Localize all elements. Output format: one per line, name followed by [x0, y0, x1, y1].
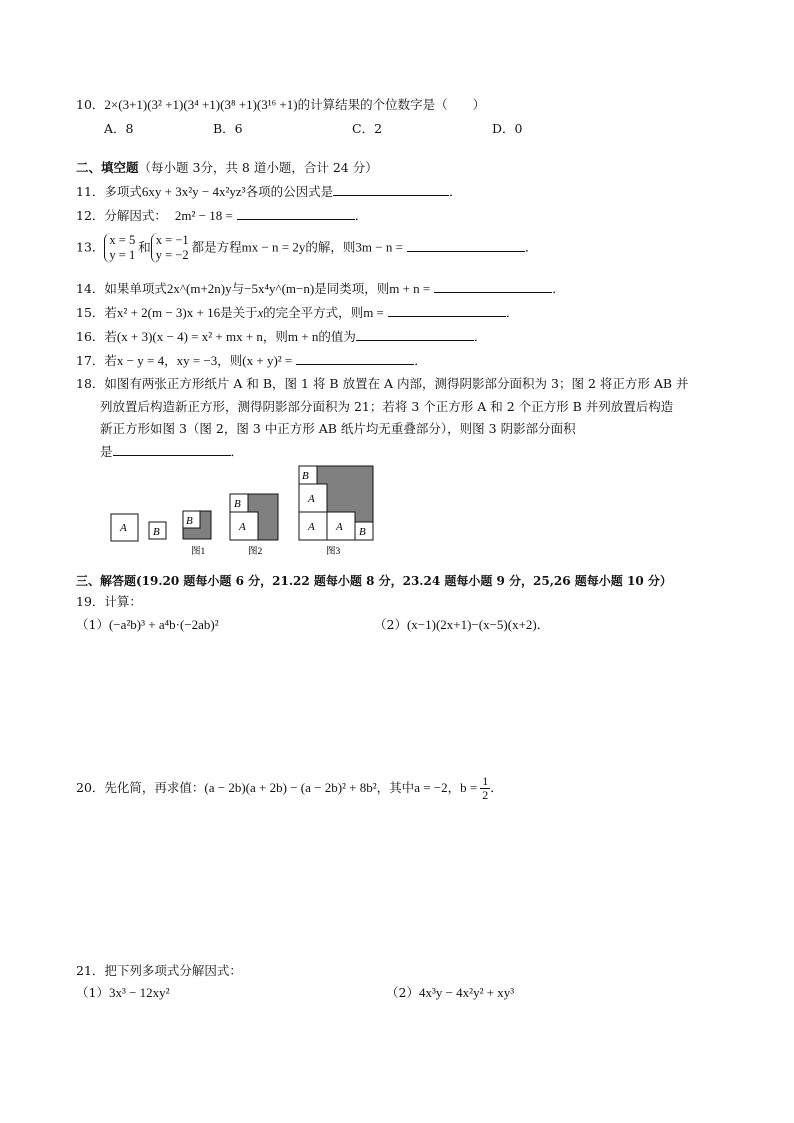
q13-mid: 都是方程 — [191, 239, 242, 255]
q16-post: ，则 — [262, 329, 288, 344]
q14-mid: 与 — [231, 281, 245, 296]
q15 — [76, 304, 518, 321]
q12 — [76, 207, 367, 224]
q20-condition-a: a = −2 — [414, 780, 448, 795]
q15-post: 的完全平方式，则 — [263, 305, 364, 320]
q19-end: ． — [536, 617, 550, 632]
q13-post: 的解，则 — [305, 239, 356, 255]
q21-part1 — [76, 985, 170, 1001]
q12-expression: 2m² − 18 = — [174, 208, 233, 223]
q17 — [76, 352, 427, 369]
q13-number: 13． — [76, 239, 105, 255]
section2-title: 二、填空题 — [76, 160, 139, 175]
q17-answer-blank[interactable] — [296, 352, 414, 365]
q14-post: 是同类项，则 — [314, 281, 390, 296]
fig3-b-top-label: B — [302, 470, 309, 482]
q15-mid: 是关于 — [220, 305, 258, 320]
q19-part1-label: （1） — [76, 617, 109, 632]
q18-line3: 新正方形如图 3（图 2，图 3 中正方形 AB 纸片均无重叠部分），则图 3 阴影部分面积 — [100, 421, 576, 436]
q18-line4 — [100, 443, 243, 460]
q13-end: ． — [524, 239, 538, 255]
q11-end: ． — [449, 184, 462, 199]
q17-condition1: x − y = 4 — [116, 353, 165, 368]
q10-option-d[interactable]: D．0 — [492, 121, 523, 136]
fig3-caption: 图3 — [326, 547, 341, 557]
q18-line2: 列放置后构造新正方形，测得阴影部分面积为 21；若将 3 个正方形 A 和 2 个正方形 B 并列放置后构造 — [100, 399, 674, 414]
q12-pre: 分解因式： — [104, 208, 167, 223]
q11-number: 11． — [76, 184, 105, 199]
q11-post: 各项的公因式是 — [245, 184, 334, 199]
q16-number: 16． — [76, 329, 105, 344]
q18-end: ． — [230, 444, 244, 459]
q16-pre: 若 — [104, 329, 117, 344]
q21-part2-expression: 4x³y − 4x²y² + xy³ — [418, 985, 515, 1000]
q18-line1 — [76, 376, 689, 392]
q14-end: ． — [552, 281, 565, 296]
q16-expression: (x + 3)(x − 4) = x² + mx + n — [116, 329, 263, 344]
fig1-b-label: B — [186, 515, 193, 527]
q14-term1: 2x^(m+2n)y — [166, 281, 232, 296]
q13-ask: 3m − n = — [355, 239, 403, 255]
fig-square-a-label: A — [120, 522, 127, 534]
q20-sep: ， — [447, 780, 461, 795]
fig3-b-bottom-label: B — [359, 526, 366, 538]
q11 — [76, 183, 462, 200]
section3-title: 三、解答题(19.20 题每小题 6 分，21.22 题每小题 8 分，23.24 题每小题 9 分，25,26 题每小题 10 分） — [76, 574, 672, 588]
q11-expression: 6xy + 3x²y − 4x²yz³ — [141, 184, 246, 199]
q19-part1-expression: (−a²b)³ + a⁴b·(−2ab)² — [108, 617, 219, 632]
q21-number: 21． — [76, 963, 105, 978]
q20-post: ，其中 — [376, 780, 415, 795]
q19-part2 — [374, 617, 549, 633]
q10-option-a[interactable]: A．8 — [104, 121, 134, 136]
q14-number: 14． — [76, 281, 105, 296]
q20-number: 20． — [76, 780, 105, 795]
q17-sep: ， — [164, 353, 177, 368]
q17-ask: (x + y)² = — [242, 353, 293, 368]
q14-answer-blank[interactable] — [434, 280, 552, 293]
q17-end: ． — [414, 353, 427, 368]
q14-term2: −5x⁴y^(m−n) — [244, 281, 315, 296]
q15-expression: x² + 2(m − 3)x + 16 — [116, 305, 221, 320]
q19 — [76, 594, 142, 610]
q16-post2: 的值为 — [318, 329, 356, 344]
fig3-a-bm-label: A — [336, 521, 343, 533]
q12-number: 12． — [76, 208, 105, 223]
q15-end: ． — [505, 305, 519, 320]
q13 — [76, 233, 537, 263]
q16 — [76, 328, 486, 345]
q20-end: ． — [490, 780, 503, 795]
q20-expression: (a − 2b)(a + 2b) − (a − 2b)² + 8b² — [204, 780, 377, 795]
q16-ask: m + n — [287, 329, 319, 344]
fig1-caption: 图1 — [191, 547, 206, 557]
q15-pre: 若 — [104, 305, 117, 320]
q16-answer-blank[interactable] — [356, 328, 474, 341]
q12-answer-blank[interactable] — [237, 207, 355, 220]
q15-ask: m = — [363, 305, 384, 320]
q19-part2-label: （2） — [374, 617, 407, 632]
q10-expression: 2×(3+1)(3² +1)(3⁴ +1)(3⁸ +1)(3¹⁶ +1) — [104, 97, 298, 112]
section2-note: （每小题 3分，共 8 道小题，合计 24 分） — [138, 160, 378, 175]
fig-square-b-label: B — [153, 526, 160, 538]
q13-answer-blank[interactable] — [407, 239, 525, 252]
q11-pre: 多项式 — [104, 184, 142, 199]
q20-condition-b: b = — [460, 780, 478, 795]
q14-ask: m + n = — [389, 281, 431, 296]
q20-fraction-denominator: 2 — [482, 788, 489, 802]
q19-number: 19． — [76, 594, 105, 609]
q19-text: 计算： — [104, 594, 142, 609]
q13-equation: mx − n = 2y — [241, 239, 306, 255]
q19-part2-expression: (x−1)(2x+1)−(x−5)(x+2) — [406, 617, 537, 632]
q20-fraction-numerator: 1 — [482, 774, 489, 788]
fig3-a-bl-label: A — [308, 521, 315, 533]
q21-part1-expression: 3x³ − 12xy² — [108, 985, 170, 1000]
q10-stem — [76, 97, 485, 113]
q15-variable: x — [257, 306, 264, 320]
q13-sys1-eq2: y = 1 — [109, 248, 136, 262]
fig3-a-mid-label: A — [308, 493, 315, 505]
q20 — [76, 775, 503, 802]
q16-end: ． — [473, 329, 487, 344]
fig2-a-label: A — [239, 521, 246, 533]
q20-pre: 先化简，再求值： — [104, 780, 205, 795]
q10-option-c[interactable]: C．2 — [352, 121, 383, 136]
q21 — [76, 963, 242, 979]
q11-answer-blank[interactable] — [333, 183, 449, 196]
q14-pre: 如果单项式 — [104, 281, 167, 296]
q10-number: 10． — [76, 97, 105, 112]
q21-text: 把下列多项式分解因式： — [104, 963, 242, 978]
q13-sys1-eq1: x = 5 — [109, 233, 136, 247]
q19-part1 — [76, 617, 219, 633]
q17-number: 17． — [76, 353, 105, 368]
q13-and: 和 — [138, 239, 151, 255]
q18-text-line1: 如图有两张正方形纸片 A 和 B，图 1 将 B 放置在 A 内部，测得阴影部分面积为 3；图 2 将正方形 AB 并 — [104, 376, 689, 391]
q17-pre: 若 — [104, 353, 117, 368]
q18-number: 18． — [76, 376, 105, 391]
q18-answer-blank[interactable] — [113, 443, 231, 456]
q21-part2 — [386, 985, 514, 1001]
q12-end: ． — [354, 208, 368, 223]
q18-figure — [0, 462, 794, 562]
q13-system-2 — [151, 233, 192, 263]
q18-line4-text: 是 — [100, 444, 113, 459]
q13-system-1 — [104, 233, 138, 263]
q14 — [76, 280, 565, 297]
fig2-caption: 图2 — [248, 547, 263, 557]
q15-number: 15． — [76, 305, 105, 320]
q17-condition2: xy = −3 — [176, 353, 218, 368]
q17-post: ，则 — [217, 353, 243, 368]
q15-answer-blank[interactable] — [388, 304, 506, 317]
q21-part1-label: （1） — [76, 985, 109, 1000]
q13-sys2-eq2: y = −2 — [155, 248, 189, 262]
q10-option-b[interactable]: B．6 — [213, 121, 243, 136]
fig2-b-label: B — [234, 498, 241, 510]
q21-part2-label: （2） — [386, 985, 419, 1000]
q10-text: 的计算结果的个位数字是（ ） — [297, 97, 486, 112]
q13-sys2-eq1: x = −1 — [155, 233, 189, 247]
q20-fraction — [480, 775, 490, 802]
section2-heading — [76, 160, 378, 176]
